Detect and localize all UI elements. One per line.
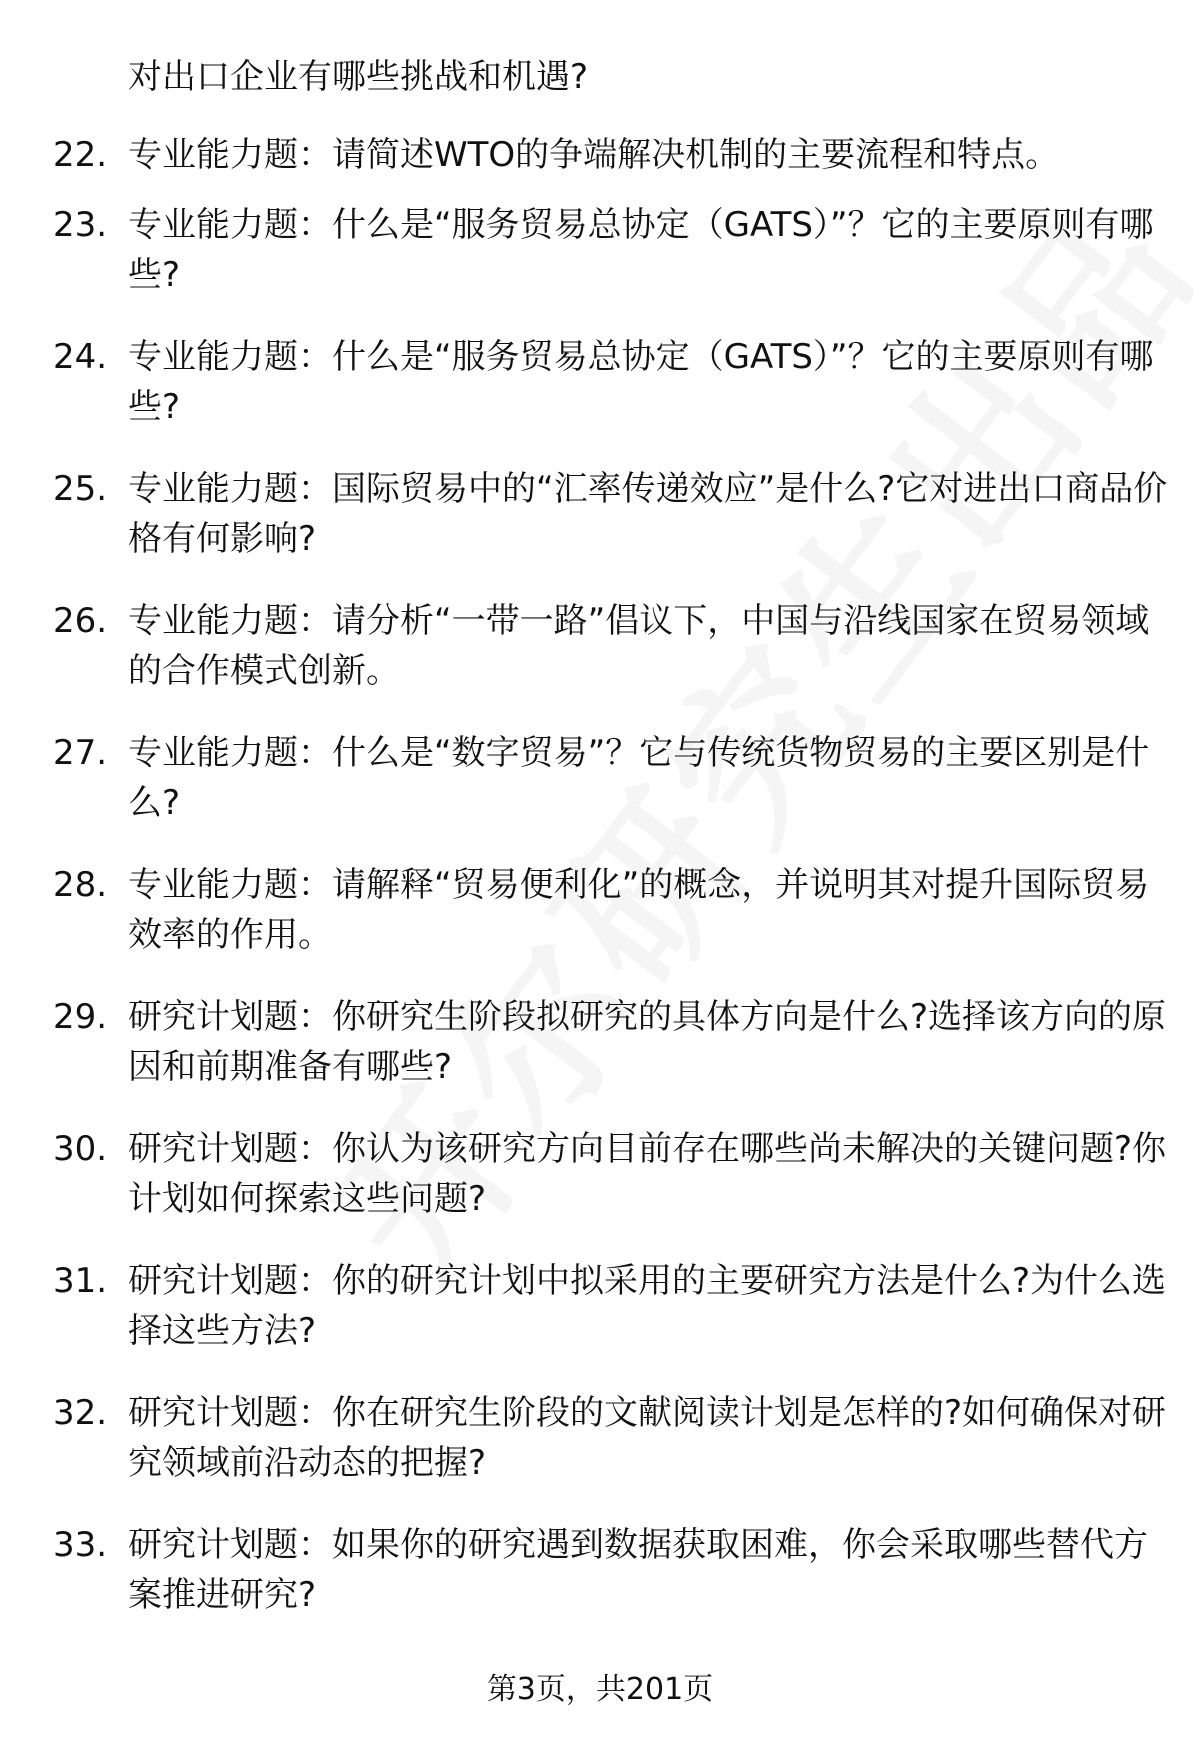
question-text: 专业能力题：什么是“服务贸易总协定（GATS）”？它的主要原则有哪些?	[128, 337, 1154, 427]
question-number: 24.	[53, 337, 108, 377]
question-number: 33.	[53, 1525, 108, 1565]
question-number: 28.	[53, 865, 108, 905]
question-text: 专业能力题：请解释“贸易便利化”的概念，并说明其对提升国际贸易效率的作用。	[128, 865, 1150, 955]
question-text: 研究计划题：你在研究生阶段的文献阅读计划是怎样的?如何确保对研究领域前沿动态的把握?	[128, 1393, 1167, 1483]
question-number: 25.	[53, 469, 108, 509]
question-number: 30.	[53, 1129, 108, 1169]
question-text: 研究计划题：你认为该研究方向目前存在哪些尚未解决的关键问题?你计划如何探索这些问题?	[128, 1129, 1167, 1219]
question-text: 专业能力题：请简述WTO的争端解决机制的主要流程和特点。	[128, 135, 1060, 175]
question-number: 23.	[53, 205, 108, 245]
continuation-text: 对出口企业有哪些挑战和机遇?	[128, 57, 589, 97]
question-number: 27.	[53, 733, 108, 773]
question-text: 研究计划题：你研究生阶段拟研究的具体方向是什么?选择该方向的原因和前期准备有哪些?	[128, 997, 1167, 1087]
question-number: 22.	[53, 135, 108, 175]
question-number: 32.	[53, 1393, 108, 1433]
question-text: 专业能力题：什么是“数字贸易”？它与传统货物贸易的主要区别是什么?	[128, 733, 1150, 823]
question-text: 研究计划题：如果你的研究遇到数据获取困难，你会采取哪些替代方案推进研究?	[128, 1525, 1148, 1615]
question-number: 26.	[53, 601, 108, 641]
question-text: 专业能力题：什么是“服务贸易总协定（GATS）”？它的主要原则有哪些?	[128, 205, 1154, 295]
question-number: 31.	[53, 1261, 108, 1301]
question-text: 专业能力题：国际贸易中的“汇率传递效应”是什么?它对进出口商品价格有何影响?	[128, 469, 1168, 559]
question-text: 研究计划题：你的研究计划中拟采用的主要研究方法是什么?为什么选择这些方法?	[128, 1261, 1167, 1351]
question-text: 专业能力题：请分析“一带一路”倡议下，中国与沿线国家在贸易领域的合作模式创新。	[128, 601, 1150, 691]
question-number: 29.	[53, 997, 108, 1037]
page-footer: 第3页，共201页	[486, 1672, 714, 1707]
